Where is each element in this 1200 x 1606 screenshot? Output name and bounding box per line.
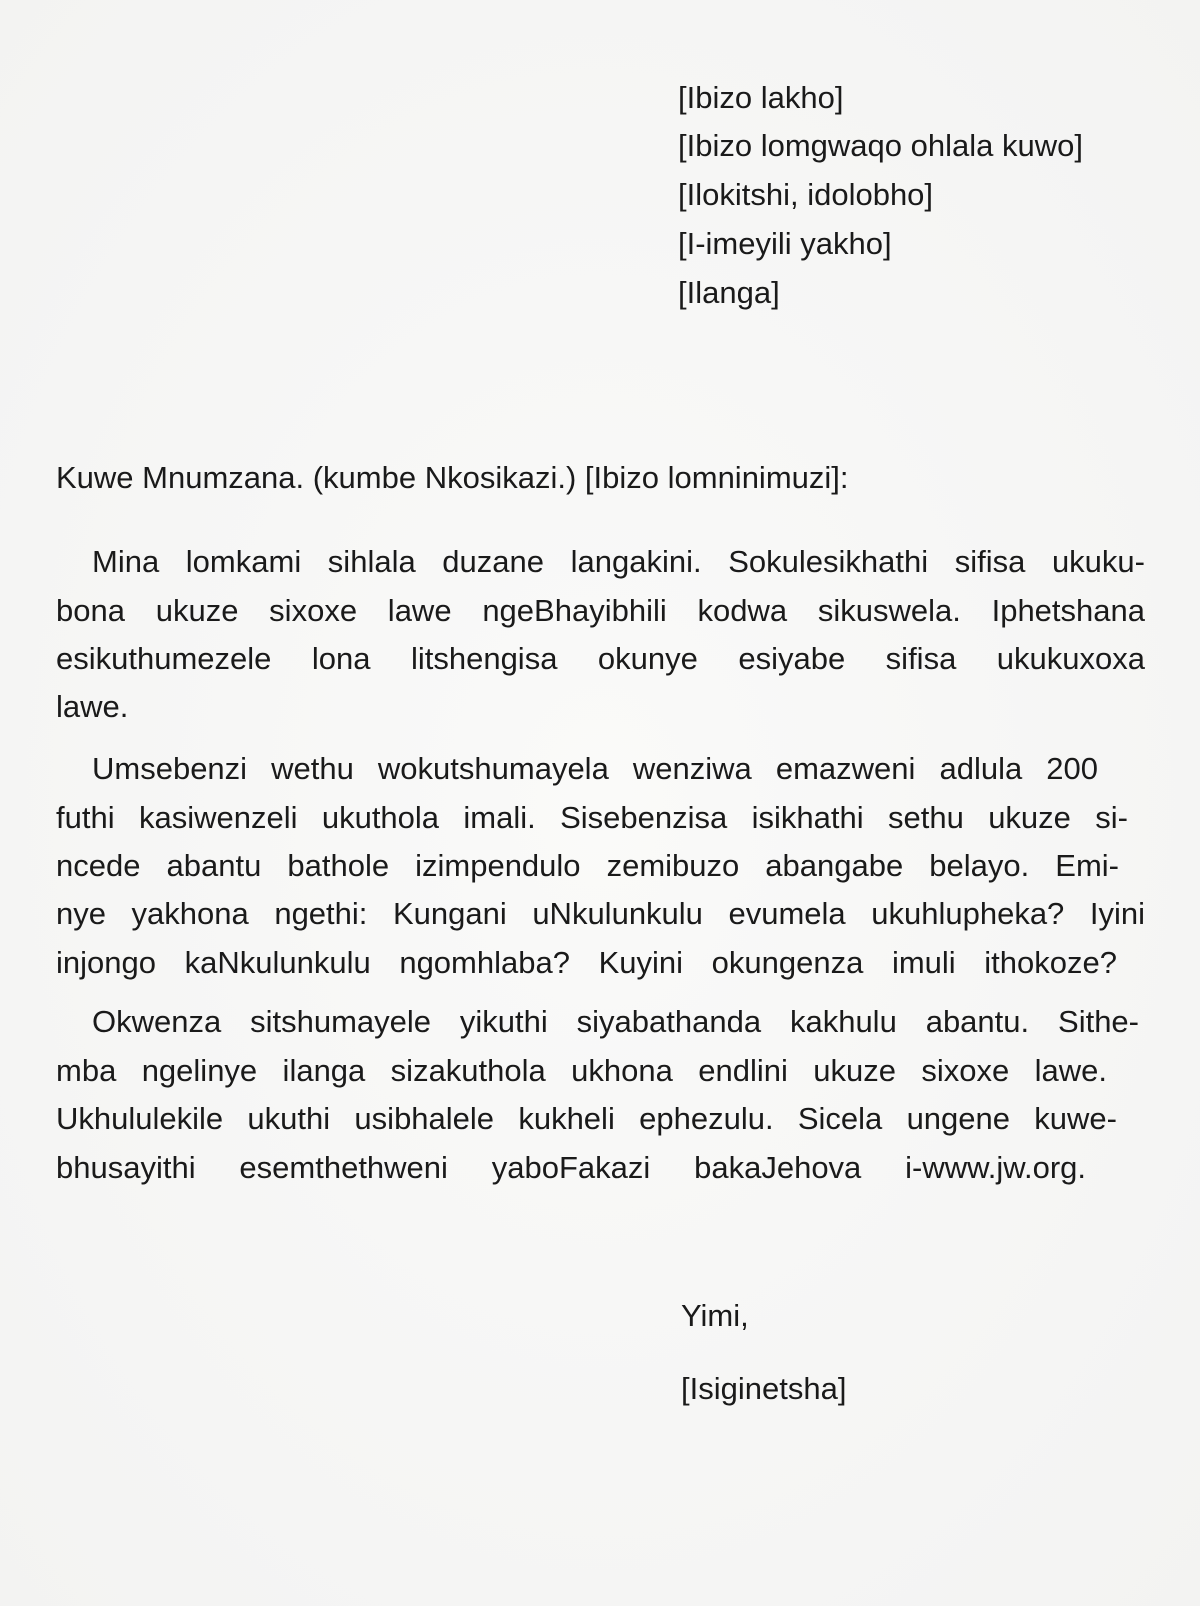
paragraph-line: injongo kaNkulunkulu ngomhlaba? Kuyini okungenza imuli ithokoze? (56, 945, 1117, 980)
closing: Yimi, (681, 1298, 749, 1333)
paragraph-line: mba ngelinye ilanga sizakuthola ukhona endlini ukuze sixoxe lawe. (56, 1053, 1107, 1088)
sender-name: [Ibizo lakho] (678, 80, 844, 115)
paragraph-line: esikuthumezele lona litshengisa okunye esiyabe sifisa ukukuxoxa (56, 641, 1145, 676)
sender-town: [Ilokitshi, idolobho] (678, 177, 934, 212)
sender-email: [I-imeyili yakho] (678, 226, 892, 261)
paragraph-line: bona ukuze sixoxe lawe ngeBhayibhili kodwa sikuswela. Iphetshana (56, 593, 1145, 628)
salutation: Kuwe Mnumzana. (kumbe Nkosikazi.) [Ibizo lomninimuzi]: (56, 460, 849, 495)
paragraph-line: Okwenza sitshumayele yikuthi siyabathanda kakhulu abantu. Sithe- (92, 1004, 1139, 1039)
sender-street: [Ibizo lomgwaqo ohlala kuwo] (678, 128, 1083, 163)
paragraph-line: Umsebenzi wethu wokutshumayela wenziwa emazweni adlula 200 (92, 751, 1098, 786)
paragraph-line: futhi kasiwenzeli ukuthola imali. Sisebenzisa isikhathi sethu ukuze si- (56, 800, 1128, 835)
letter-date: [Ilanga] (678, 275, 780, 310)
paragraph-line: Ukhululekile ukuthi usibhalele kukheli ephezulu. Sicela ungene kuwe- (56, 1101, 1117, 1136)
signature: [Isiginetsha] (681, 1371, 847, 1406)
paragraph-line: Mina lomkami sihlala duzane langakini. Sokulesikhathi sifisa ukuku- (92, 544, 1145, 579)
paragraph-line: bhusayithi esemthethweni yaboFakazi bakaJehova i-www.jw.org. (56, 1150, 1086, 1185)
paragraph-line: ncede abantu bathole izimpendulo zemibuzo abangabe belayo. Emi- (56, 848, 1119, 883)
paragraph-line: lawe. (56, 689, 129, 724)
paragraph-line: nye yakhona ngethi: Kungani uNkulunkulu evumela ukuhlupheka? Iyini (56, 896, 1145, 931)
